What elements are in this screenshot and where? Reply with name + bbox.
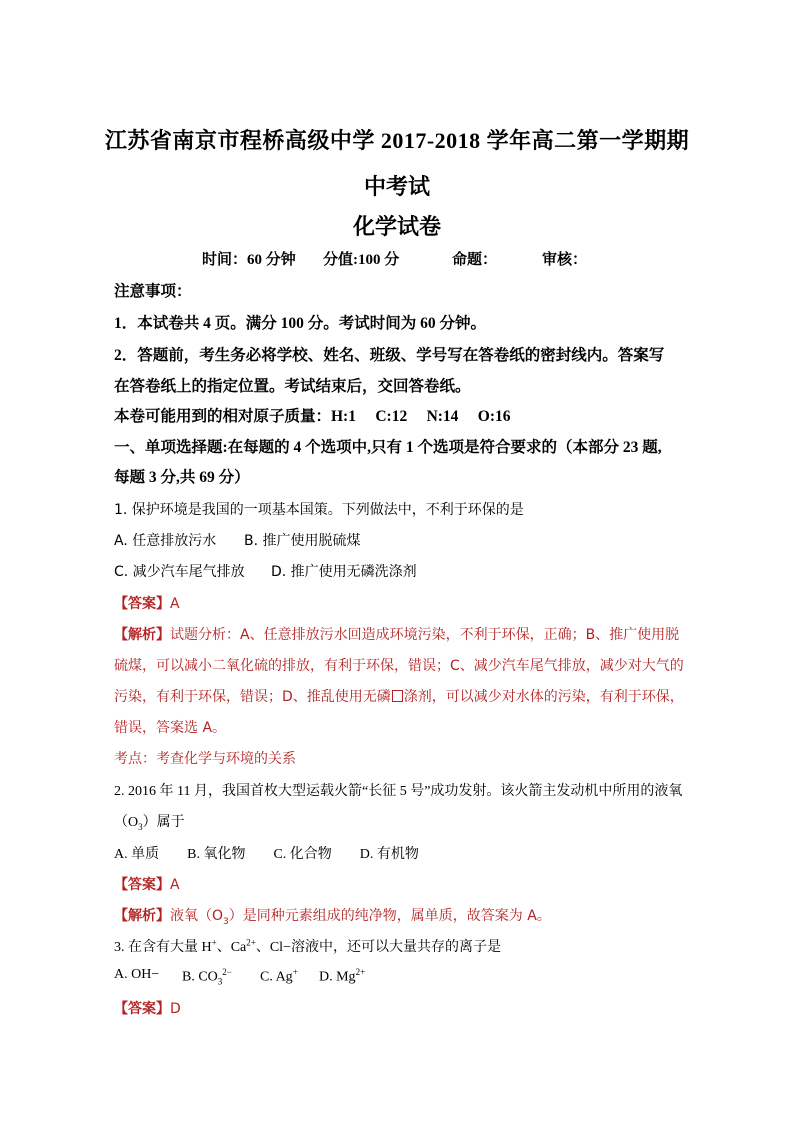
q1-answer — [114, 593, 180, 613]
exam-time: 时间：60 分钟 — [202, 252, 296, 268]
q3-option-c-sup: + — [292, 967, 298, 977]
q3-option-a: A. OH — [114, 967, 152, 982]
q2-analysis-subscript: 3 — [223, 916, 229, 927]
q1-analysis-3 — [114, 686, 684, 706]
q1-option-a: A. 任意排放污水 — [114, 533, 217, 549]
q3-option-d-text: D. Mg — [319, 969, 356, 985]
q3-answer-value: D — [170, 1001, 181, 1017]
answer-label: 【答案】 — [114, 1001, 170, 1017]
exam-title-line2: 中考试 — [363, 174, 430, 199]
q1-option-d: D. 推广使用无磷洗涤剂 — [271, 564, 417, 580]
q1-analysis-text-1: 试题分析：A、任意排放污水回造成环境污染，不利于环保，正确；B、推广使用脱 — [170, 627, 680, 643]
q3-option-b-sub: 3 — [217, 976, 223, 987]
atomic-masses: 本卷可能用到的相对原子质量：H:1 C:12 N:14 O:16 — [114, 408, 511, 425]
q3-stem-d: 溶液中，还可以大量共存的离子是 — [290, 940, 501, 955]
q3-option-b — [182, 967, 232, 986]
q1-analysis-4: 错误，答案选 A。 — [114, 720, 227, 736]
notice-heading: 注意事项： — [114, 283, 192, 300]
q1-stem: 1. 保护环境是我国的一项基本国策。下列做法中，不利于环保的是 — [114, 502, 524, 518]
missing-glyph-icon — [392, 690, 403, 702]
q1-kaodian: 考点：考查化学与环境的关系 — [114, 751, 296, 767]
q3-option-b-sup: 2− — [222, 967, 232, 977]
q2-stem-1: 2. 2016 年 11 月，我国首枚大型运载火箭“长征 5 号”成功发射。该火箭主发动机中所用的液氧 — [114, 784, 683, 799]
q1-option-b: B. 推广使用脱硫煤 — [244, 533, 361, 549]
exam-reviewer: 审核： — [542, 252, 588, 268]
answer-label: 【答案】 — [114, 596, 170, 612]
q3-option-d-sup: 2+ — [355, 967, 366, 977]
q2-analysis — [114, 905, 551, 927]
exam-subject-title: 化学试卷 — [352, 214, 441, 239]
q2-stem-2b: ）属于 — [142, 815, 185, 830]
answer-label: 【答案】 — [114, 877, 170, 893]
q1-analysis-1 — [114, 624, 679, 644]
analysis-label: 【解析】 — [114, 908, 170, 924]
q3-option-c — [260, 967, 298, 986]
notice-item-2b: 在答卷纸上的指定位置。考试结束后，交回答卷纸。 — [114, 378, 471, 395]
q3-stem-a: 3. 在含有大量 H — [114, 940, 212, 955]
q3-option-b-text: B. CO — [182, 969, 218, 985]
analysis-label: 【解析】 — [114, 627, 170, 643]
q1-option-c: C. 减少汽车尾气排放 — [114, 564, 245, 580]
q3-option-c-text: C. Ag — [260, 969, 293, 985]
q1-analysis-text-3b: 涤剂，可以减少对水体的污染，有利于环保， — [403, 689, 684, 705]
q1-answer-value: A — [170, 596, 180, 612]
q2-analysis-a: 液氧（O — [170, 908, 224, 924]
exam-author: 命题： — [452, 252, 498, 268]
exam-title-line1: 江苏省南京市程桥高级中学 2017-2018 学年高二第一学期期 — [104, 128, 690, 153]
q2-subscript: 3 — [138, 821, 143, 832]
q2-stem-2 — [114, 811, 185, 832]
q2-answer — [114, 874, 180, 894]
section1-heading-b: 每题 3 分,共 69 分） — [114, 469, 250, 486]
q1-options-cd — [114, 561, 417, 581]
q3-option-d — [319, 967, 365, 986]
q3-answer — [114, 998, 181, 1018]
q1-options-ab — [114, 530, 361, 550]
q3-stem-c: 、Cl — [255, 940, 284, 955]
q3-option-a-sup: − — [151, 967, 160, 982]
q3-options — [114, 967, 366, 987]
q3-sup-1: + — [211, 937, 217, 948]
q2-analysis-b: ）是同种元素组成的纯净物，属单质，故答案为 A。 — [228, 908, 551, 924]
q2-stem-2a: （O — [114, 815, 139, 830]
q2-options: A. 单质 B. 氧化物 C. 化合物 D. 有机物 — [114, 847, 419, 862]
exam-score: 分值:100 分 — [323, 252, 400, 268]
q1-analysis-2: 硫煤，可以减小二氧化硫的排放，有利于环保，错误；C、减少汽车尾气排放，减少对大气的 — [114, 658, 684, 674]
notice-item-2a: 2．答题前，考生务必将学校、姓名、班级、学号写在答卷纸的密封线内。答案写 — [114, 347, 665, 364]
q2-answer-value: A — [170, 877, 180, 893]
notice-item-1: 1．本试卷共 4 页。满分 100 分。考试时间为 60 分钟。 — [114, 315, 487, 332]
q3-sup-2: 2+ — [246, 937, 256, 948]
q3-sup-3: − — [283, 940, 291, 955]
q3-stem-b: 、Ca — [216, 940, 247, 955]
q1-analysis-text-3a: 污染，有利于环保，错误；D、推乱使用无磷 — [114, 689, 391, 705]
q3-stem — [114, 936, 501, 956]
section1-heading-a: 一、单项选择题:在每题的 4 个选项中,只有 1 个选项是符合要求的（本部分 23 题, — [114, 439, 662, 456]
